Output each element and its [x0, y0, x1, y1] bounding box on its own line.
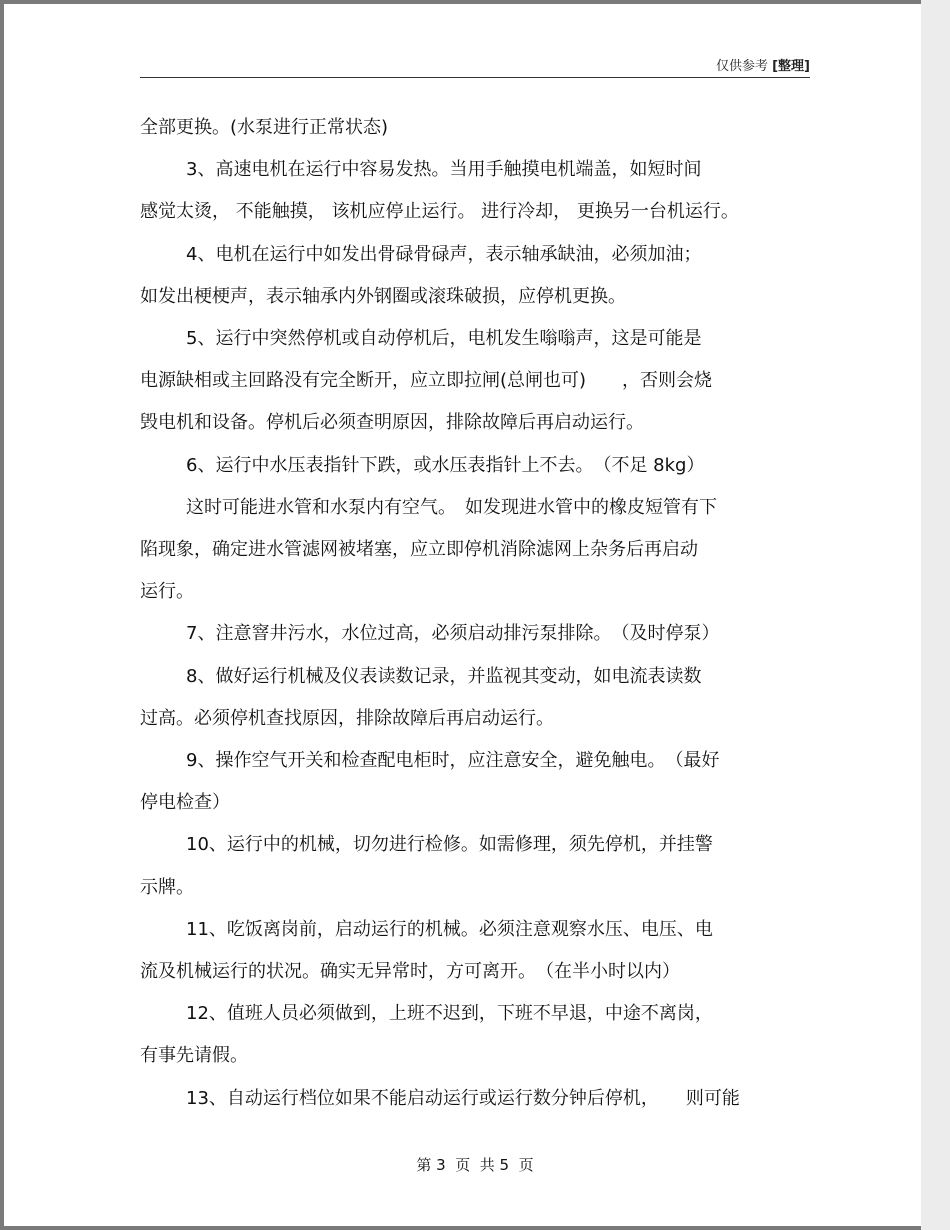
- text-line: 7、注意窨井污水，水位过高，必须启动排污泵排除。 （及时停泵）: [186, 623, 720, 644]
- header-text: 仅供参考: [715, 59, 768, 74]
- text-line: 4、电机在运行中如发出骨碌骨碌声，表示轴承缺油，必须加油；: [186, 244, 702, 265]
- text-line: 电源缺相或主回路没有完全断开，应立即拉闸(总闸也可) ，否则会烧: [140, 370, 713, 391]
- text-line: 10、运行中的机械，切勿进行检修。如需修理，须先停机，并挂警: [186, 834, 713, 855]
- text-line: 5、运行中突然停机或自动停机后，电机发生嗡嗡声，这是可能是: [186, 328, 702, 349]
- header-rule: [140, 77, 810, 78]
- text-line: 流及机械运行的状况。确实无异常时，方可离开。 （在半小时以内）: [140, 961, 680, 982]
- text-line: 如发出梗梗声，表示轴承内外钢圈或滚珠破损，应停机更换。: [140, 286, 626, 307]
- text-line: 这时可能进水管和水泵内有空气。 如发现进水管中的橡皮短管有下: [186, 497, 717, 518]
- text-line: 13、自动运行档位如果不能启动运行或运行数分钟后停机， 则可能: [186, 1088, 740, 1109]
- text-line: 停电检查）: [140, 792, 230, 813]
- text-line: 有事先请假。: [140, 1045, 248, 1066]
- header-bracket: [整理]: [772, 59, 810, 74]
- text-line: 过高。必须停机查找原因，排除故障后再启动运行。: [140, 708, 554, 729]
- text-line: 6、运行中水压表指针下跌，或水压表指针上不去。 （不足 8kg）: [186, 455, 705, 476]
- text-line: 9、操作空气开关和检查配电柜时，应注意安全，避免触电。 （最好: [186, 750, 720, 771]
- text-line: 陷现象，确定进水管滤网被堵塞，应立即停机消除滤网上杂务后再启动: [140, 539, 698, 560]
- text-line: 8、做好运行机械及仪表读数记录，并监视其变动，如电流表读数: [186, 666, 702, 687]
- text-line: 毁电机和设备。停机后必须查明原因，排除故障后再启动运行。: [140, 412, 644, 433]
- text-line: 11、吃饭离岗前，启动运行的机械。必须注意观察水压、电压、电: [186, 919, 713, 940]
- page-number-footer: 第 3 页 共 5 页: [416, 1156, 534, 1174]
- page-header: [140, 55, 810, 74]
- document-page: [4, 4, 921, 1226]
- text-line: 3、高速电机在运行中容易发热。当用手触摸电机端盖，如短时间: [186, 159, 702, 180]
- text-line: 示牌。: [140, 877, 194, 898]
- text-line: 12、值班人员必须做到，上班不迟到，下班不早退，中途不离岗，: [186, 1003, 713, 1024]
- page-edge: [921, 0, 950, 1230]
- text-line: 全部更换。(水泵进行正常状态): [140, 117, 389, 138]
- text-line: 感觉太烫， 不能触摸， 该机应停止运行。 进行冷却， 更换另一台机运行。: [140, 201, 739, 222]
- text-line: 运行。: [140, 581, 194, 602]
